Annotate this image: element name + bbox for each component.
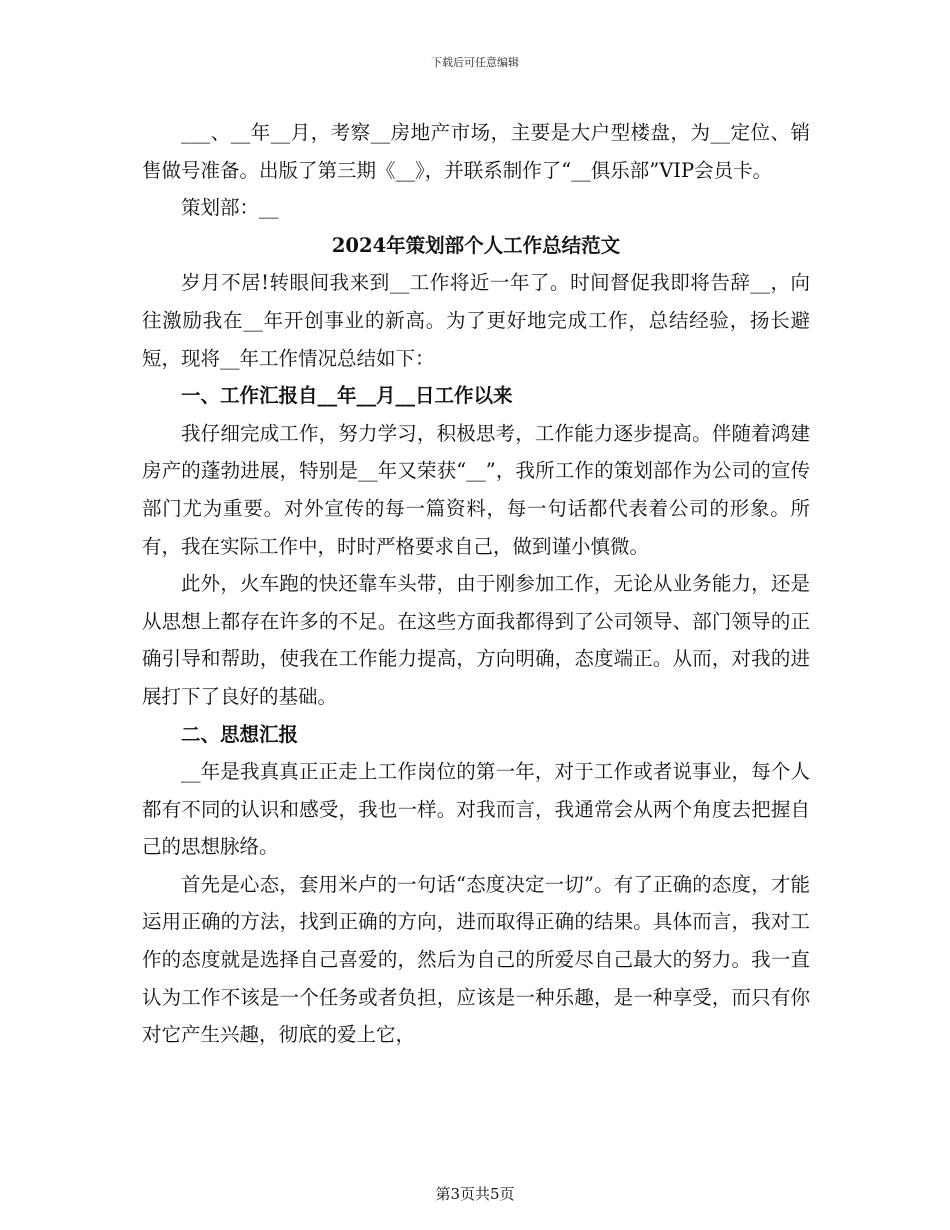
paragraph-1: ___、__年__月，考察__房地产市场，主要是大户型楼盘，为__定位、销售做号准备。出版了第三期《__》，并联系制作了“__俱乐部”VIP会员卡。 — [142, 121, 810, 182]
document-body — [142, 114, 810, 1054]
document-title: 2024年策划部个人工作总结范文 — [331, 233, 621, 257]
page-header: 下载后可任意编辑 — [431, 56, 519, 69]
paragraph-thought-1: __年是我真真正正走上工作岗位的第一年，对于工作或者说事业，每个人都有不同的认识和感受，我也一样。对我而言，我通常会从两个角度去把握自己的思想脉络。 — [142, 760, 810, 859]
paragraph-thought-2: 首先是心态，套用米卢的一句话“态度决定一切”。有了正确的态度，才能运用正确的方法，找到正确的方向，进而取得正确的结果。具体而言，我对工作的态度就是选择自己喜爱的，然后为自己的所爱尽自己最大的努力。我一直认为工作不该是一个任务或者负担，应该是一种乐趣，是一种享受，而只有你对它产生兴趣，彻底的爱上它， — [142, 872, 810, 1047]
department-signature: 策划部：__ — [181, 196, 279, 220]
paragraph-work-1: 我仔细完成工作，努力学习，积极思考，工作能力逐步提高。伴随着鸿建房产的蓬勃进展，特别是__年又荣获“__”，我所工作的策划部作为公司的宣传部门尤为重要。对外宣传的每一篇资料，每一句话都代表着公司的形象。所有，我在实际工作中，时时严格要求自己，做到谨小慎微。 — [142, 421, 810, 558]
paragraph-work-2: 此外，火车跑的快还靠车头带，由于刚参加工作，无论从业务能力，还是从思想上都存在许多的不足。在这些方面我都得到了公司领导、部门领导的正确引导和帮助，使我在工作能力提高，方向明确，态度端正。从而，对我的进展打下了良好的基础。 — [142, 572, 810, 708]
page-number: 第3页共5页 — [435, 1185, 515, 1203]
paragraph-intro: 岁月不居!转眼间我来到__工作将近一年了。时间督促我即将告辞__，向往激励我在__年开创事业的新高。为了更好地完成工作，总结经验，扬长避短，现将__年工作情况总结如下： — [142, 271, 810, 370]
section-heading-2: 二、思想汇报 — [181, 722, 299, 746]
section-heading-1: 一、工作汇报自__年__月__日工作以来 — [181, 384, 513, 408]
